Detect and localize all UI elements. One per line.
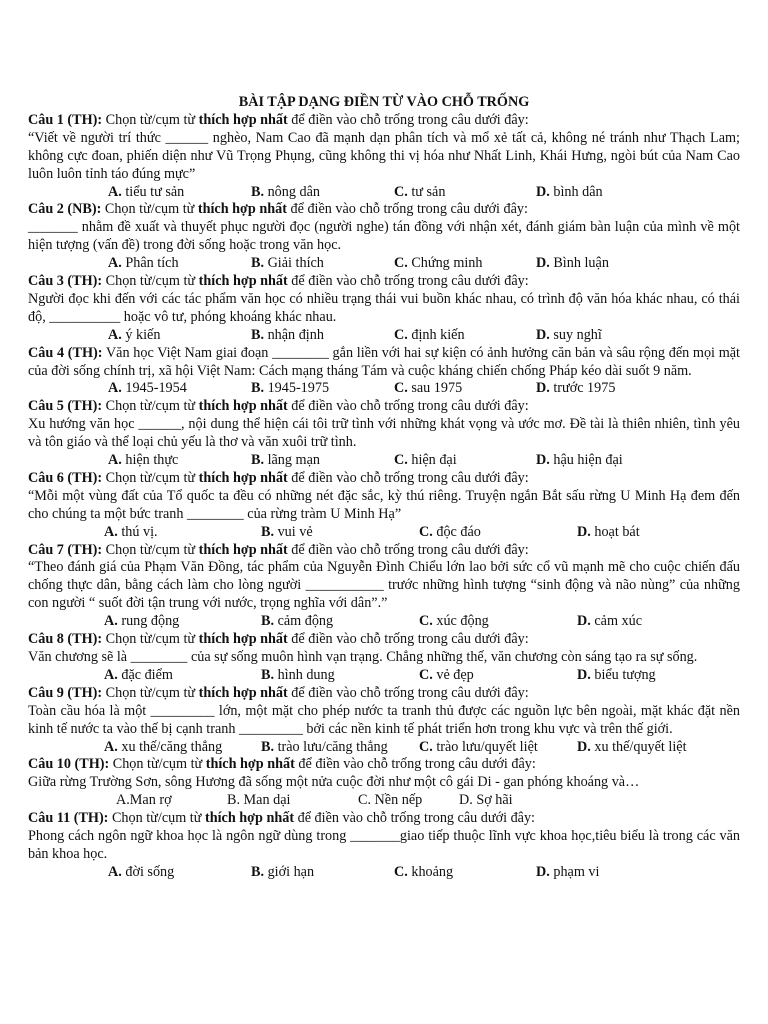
option-letter: D. xyxy=(536,183,550,200)
question-8 xyxy=(28,631,740,685)
answer-option[interactable] xyxy=(108,184,184,202)
question-instruction: Chọn từ/cụm từ xyxy=(102,469,199,486)
option-letter: C. xyxy=(419,613,433,630)
question-label: Câu 3 (TH): xyxy=(28,273,103,290)
answer-option[interactable] xyxy=(104,739,222,757)
answer-option[interactable] xyxy=(108,864,174,882)
option-letter: A. xyxy=(104,666,118,683)
question-header xyxy=(28,810,740,828)
answer-option[interactable] xyxy=(104,667,173,685)
instruction-emphasis: thích hợp nhất xyxy=(198,541,288,558)
option-text: biểu tượng xyxy=(590,666,656,683)
option-letter: B. xyxy=(261,738,275,755)
instruction-emphasis: thích hợp nhất xyxy=(204,810,295,827)
question-instruction: Chọn từ/cụm từ xyxy=(101,201,198,218)
option-letter: D. xyxy=(536,452,550,469)
question-label: Câu 9 (TH): xyxy=(28,684,103,701)
question-label: Câu 4 (TH): xyxy=(28,344,103,361)
option-text: cảm xúc xyxy=(590,613,643,630)
option-letter: D. xyxy=(577,613,591,630)
question-instruction: Chọn từ/cụm từ xyxy=(108,810,205,827)
question-label: Câu 11 (TH): xyxy=(28,810,109,827)
answer-option[interactable] xyxy=(251,327,324,345)
option-letter: D. xyxy=(536,326,550,343)
option-letter: D. xyxy=(577,738,591,755)
question-header xyxy=(28,345,740,381)
option-text: trào lưu/căng thẳng xyxy=(274,738,388,755)
option-text: đời sống xyxy=(121,863,175,880)
answer-option[interactable] xyxy=(104,524,158,542)
option-letter: A. xyxy=(104,523,118,540)
question-text: “Viết về người trí thức ______ nghèo, Nam Cao đã mạnh dạn phân tích và mổ xẻ tất cả, không né tránh như Thạch Lam; không cực đoan, phiến diện như Vũ Trọng Phụng, cũng không thi vị hóa như Nhất Linh, Khái Hưng, ngòi bút của Nam Cao luôn luôn tỉnh táo đúng mực” xyxy=(28,129,740,182)
answer-option[interactable] xyxy=(394,864,453,882)
answer-option[interactable] xyxy=(577,739,687,757)
answer-options xyxy=(28,524,740,542)
option-text: Giải thích xyxy=(264,255,324,272)
answer-option[interactable] xyxy=(108,380,187,398)
instruction-emphasis: thích hợp nhất xyxy=(197,201,287,218)
question-header xyxy=(28,112,740,130)
option-text: khoảng xyxy=(407,863,454,880)
option-text: suy nghĩ xyxy=(549,326,602,343)
option-text: hậu hiện đại xyxy=(549,452,623,469)
option-text: vui vẻ xyxy=(274,523,313,540)
option-text: A.Man rợ xyxy=(116,792,172,809)
question-instruction-end: để điền vào chỗ trống trong câu dưới đây: xyxy=(287,541,529,558)
question-instruction: Văn học Việt Nam giai đoạn ________ gắn liền với hai sự kiện có ảnh hưởng căn bản và sâu rộng đến mọi mặt của đời sống chính trị, xã hội Việt Nam: Cách mạng tháng Tám và cuộc kháng chiến chống Pháp kéo dài suốt 9 năm. xyxy=(28,344,740,379)
answer-option[interactable] xyxy=(577,524,640,542)
answer-option[interactable] xyxy=(459,792,513,810)
option-text: phạm vi xyxy=(549,863,600,880)
option-text: bình dân xyxy=(549,183,603,200)
answer-option[interactable] xyxy=(261,739,388,757)
answer-options xyxy=(28,184,740,202)
question-instruction: Chọn từ/cụm từ xyxy=(102,684,199,701)
question-2 xyxy=(28,201,740,273)
answer-option[interactable] xyxy=(419,739,538,757)
option-text: hiện đại xyxy=(407,452,457,469)
question-11 xyxy=(28,810,740,882)
option-letter: B. xyxy=(251,255,265,272)
question-header xyxy=(28,398,740,416)
answer-options xyxy=(28,667,740,685)
answer-option[interactable] xyxy=(536,864,599,882)
question-label: Câu 10 (TH): xyxy=(28,756,110,773)
question-label: Câu 8 (TH): xyxy=(28,631,103,648)
question-7 xyxy=(28,542,740,632)
option-text: tiểu tư sản xyxy=(121,183,185,200)
option-text: nhận định xyxy=(264,326,324,343)
question-text: Xu hướng văn học ______, nội dung thể hiện cái tôi trữ tình với những khát vọng và ước mơ. Đề tài là thiên nhiên, tình yêu và tôn giáo và thể loại chủ yếu là thơ và văn xuôi trữ tình. xyxy=(28,416,740,451)
option-text: B. Man dại xyxy=(227,792,291,809)
option-letter: B. xyxy=(251,380,265,397)
option-text: trước 1975 xyxy=(549,380,616,397)
question-text: Văn chương sẽ là ________ của sự sống muôn hình vạn trạng. Chẳng những thế, văn chương còn sáng tạo ra sự sống. xyxy=(28,648,698,665)
answer-option[interactable] xyxy=(108,452,178,470)
option-letter: A. xyxy=(104,738,118,755)
option-text: đặc điểm xyxy=(117,666,173,683)
answer-option[interactable] xyxy=(116,792,172,810)
question-instruction-end: để điền vào chỗ trống trong câu dưới đây: xyxy=(287,398,529,415)
option-letter: D. xyxy=(536,863,550,880)
answer-option[interactable] xyxy=(104,613,179,631)
answer-option[interactable] xyxy=(419,613,489,631)
instruction-emphasis: thích hợp nhất xyxy=(198,631,288,648)
option-letter: A. xyxy=(108,255,122,272)
option-text: 1945-1975 xyxy=(264,380,330,397)
option-letter: A. xyxy=(108,380,122,397)
option-text: định kiến xyxy=(407,326,465,343)
option-letter: D. xyxy=(577,523,591,540)
option-text: D. Sợ hãi xyxy=(459,792,513,809)
option-letter: B. xyxy=(261,613,275,630)
option-text: C. Nền nếp xyxy=(358,792,423,809)
question-list xyxy=(28,112,740,882)
answer-option[interactable] xyxy=(251,255,324,273)
option-text: vẻ đẹp xyxy=(432,666,474,683)
question-9 xyxy=(28,685,740,757)
option-text: trào lưu/quyết liệt xyxy=(432,738,538,755)
answer-option[interactable] xyxy=(394,327,465,345)
answer-option[interactable] xyxy=(251,452,320,470)
answer-option[interactable] xyxy=(394,255,483,273)
option-letter: D. xyxy=(536,255,550,272)
question-header xyxy=(28,201,740,219)
question-instruction-end: để điền vào chỗ trống trong câu dưới đây: xyxy=(294,756,536,773)
answer-options xyxy=(28,792,740,810)
instruction-emphasis: thích hợp nhất xyxy=(198,273,288,290)
question-header xyxy=(28,542,740,560)
answer-options xyxy=(28,255,740,273)
answer-options xyxy=(28,613,740,631)
question-text: Phong cách ngôn ngữ khoa học là ngôn ngữ dùng trong _______giao tiếp thuộc lĩnh vực khoa học,tiêu biểu là trong các văn bản khoa học. xyxy=(28,828,740,862)
question-1 xyxy=(28,112,740,202)
answer-option[interactable] xyxy=(419,667,474,685)
answer-options xyxy=(28,452,740,470)
question-label: Câu 2 (NB): xyxy=(28,201,102,218)
question-instruction: Chọn từ/cụm từ xyxy=(102,398,199,415)
answer-options xyxy=(28,739,740,757)
answer-option[interactable] xyxy=(419,524,481,542)
option-letter: C. xyxy=(419,523,433,540)
option-letter: B. xyxy=(251,452,265,469)
answer-option[interactable] xyxy=(261,667,335,685)
option-text: tư sản xyxy=(407,183,446,200)
question-text: _______ nhằm đề xuất và thuyết phục người đọc (người nghe) tán đồng với nhận xét, đánh giám bàn luận của mình về một hiện tượng (vấn đề) trong đời sống hoặc trong văn học. xyxy=(28,219,740,254)
worksheet-page xyxy=(28,94,740,882)
question-header xyxy=(28,756,740,774)
option-text: Phân tích xyxy=(121,255,179,272)
answer-option[interactable] xyxy=(536,255,609,273)
question-instruction-end: để điền vào chỗ trống trong câu dưới đây: xyxy=(287,684,529,701)
option-text: ý kiến xyxy=(121,326,161,343)
answer-option[interactable] xyxy=(536,184,603,202)
option-text: thú vị. xyxy=(117,523,158,540)
option-letter: C. xyxy=(394,183,408,200)
instruction-emphasis: thích hợp nhất xyxy=(198,469,288,486)
question-label: Câu 5 (TH): xyxy=(28,398,103,415)
option-letter: C. xyxy=(394,326,408,343)
answer-option[interactable] xyxy=(536,452,623,470)
answer-option[interactable] xyxy=(536,380,615,398)
question-label: Câu 1 (TH): xyxy=(28,111,103,128)
option-letter: A. xyxy=(108,452,122,469)
option-text: 1945-1954 xyxy=(121,380,187,397)
option-letter: B. xyxy=(261,523,275,540)
answer-option[interactable] xyxy=(577,613,642,631)
option-text: Bình luận xyxy=(549,255,609,272)
option-letter: C. xyxy=(394,863,408,880)
option-letter: D. xyxy=(536,380,550,397)
option-letter: A. xyxy=(108,183,122,200)
answer-option[interactable] xyxy=(108,255,179,273)
option-letter: A. xyxy=(104,613,118,630)
question-instruction: Chọn từ/cụm từ xyxy=(102,273,199,290)
option-letter: B. xyxy=(261,666,275,683)
page-title: BÀI TẬP DẠNG ĐIỀN TỪ VÀO CHỖ TRỐNG xyxy=(238,94,530,110)
question-5 xyxy=(28,398,740,470)
question-instruction: Chọn từ/cụm từ xyxy=(102,631,199,648)
answer-option[interactable] xyxy=(394,452,457,470)
question-header xyxy=(28,631,740,649)
answer-option[interactable] xyxy=(394,380,462,398)
option-text: Chứng minh xyxy=(407,255,483,272)
question-instruction-end: để điền vào chỗ trống trong câu dưới đây: xyxy=(287,631,529,648)
answer-option[interactable] xyxy=(577,667,656,685)
answer-option[interactable] xyxy=(227,792,290,810)
question-instruction: Chọn từ/cụm từ xyxy=(102,541,199,558)
answer-option[interactable] xyxy=(251,380,329,398)
question-text: Người đọc khi đến với các tác phẩm văn học có nhiều trạng thái vui buồn khác nhau, có trình độ văn hóa khác nhau, có thái độ, __________ hoặc vô tư, phóng khoáng khác nhau. xyxy=(28,290,740,325)
answer-option[interactable] xyxy=(108,327,160,345)
instruction-emphasis: thích hợp nhất xyxy=(198,398,288,415)
option-text: hoạt bát xyxy=(590,523,640,540)
question-6 xyxy=(28,470,740,542)
answer-options xyxy=(28,327,740,345)
option-letter: B. xyxy=(251,326,265,343)
question-3 xyxy=(28,273,740,345)
option-letter: A. xyxy=(108,863,122,880)
instruction-emphasis: thích hợp nhất xyxy=(205,756,295,773)
question-text: Giữa rừng Trường Sơn, sông Hương đã sống một nửa cuộc đời như một cô gái Di - gan phóng khoáng và… xyxy=(28,774,640,791)
question-4 xyxy=(28,345,740,399)
question-header xyxy=(28,685,740,703)
question-instruction-end: để điền vào chỗ trống trong câu dưới đây: xyxy=(287,273,529,290)
question-header xyxy=(28,470,740,488)
option-letter: B. xyxy=(251,863,265,880)
option-letter: C. xyxy=(394,255,408,272)
option-text: nông dân xyxy=(264,183,320,200)
answer-options xyxy=(28,380,740,398)
instruction-emphasis: thích hợp nhất xyxy=(198,111,288,128)
option-text: cảm động xyxy=(274,613,334,630)
question-text: “Theo đánh giá của Phạm Văn Đồng, tác phẩm của Nguyễn Đình Chiểu lớn lao bởi sức cổ vũ mạnh mẽ cho cuộc chiến đấu chống thực dân, bằng cách làm cho lòng người ___________ trước những hình tượng “sinh động và não nùng” của những con người “ suốt đời tận trung với nước, trọng nghĩa với dân”.” xyxy=(28,559,740,612)
question-instruction-end: để điền vào chỗ trống trong câu dưới đây: xyxy=(294,810,535,827)
instruction-emphasis: thích hợp nhất xyxy=(198,684,288,701)
option-text: hiện thực xyxy=(121,452,179,469)
question-header xyxy=(28,273,740,291)
option-letter: A. xyxy=(108,326,122,343)
option-letter: C. xyxy=(419,738,433,755)
answer-option[interactable] xyxy=(261,524,313,542)
question-text: “Mỗi một vùng đất của Tổ quốc ta đều có những nét đặc sắc, kỳ thú riêng. Truyện ngắn Bắt sấu rừng U Minh Hạ đem đến cho chúng ta một bức tranh ________ của rừng tràm U Minh Hạ” xyxy=(28,487,740,522)
option-text: xu thế/quyết liệt xyxy=(590,738,687,755)
answer-option[interactable] xyxy=(394,184,445,202)
answer-option[interactable] xyxy=(261,613,333,631)
option-letter: C. xyxy=(394,380,408,397)
option-text: sau 1975 xyxy=(407,380,463,397)
answer-options xyxy=(28,864,740,882)
answer-option[interactable] xyxy=(536,327,602,345)
option-text: độc đáo xyxy=(432,523,481,540)
option-text: xu thế/căng thẳng xyxy=(117,738,223,755)
option-text: giới hạn xyxy=(264,863,315,880)
question-text: Toàn cầu hóa là một _________ lớn, một mặt cho phép nước ta tranh thủ được các nguồn lực bên ngoài, mặt khác đặt nền kinh tế nước ta vào thế bị cạnh tranh _________ bởi các nền kinh tế phát triển hơn trong khu vực và trên thế giới. xyxy=(28,702,740,737)
option-text: hình dung xyxy=(274,666,335,683)
option-text: xúc động xyxy=(432,613,489,630)
question-instruction: Chọn từ/cụm từ xyxy=(102,111,199,128)
option-letter: B. xyxy=(251,183,265,200)
option-letter: C. xyxy=(419,666,433,683)
question-label: Câu 6 (TH): xyxy=(28,469,103,486)
question-instruction-end: để điền vào chỗ trống trong câu dưới đây: xyxy=(287,469,529,486)
option-letter: D. xyxy=(577,666,591,683)
option-letter: C. xyxy=(394,452,408,469)
question-label: Câu 7 (TH): xyxy=(28,541,103,558)
question-instruction-end: để điền vào chỗ trống trong câu dưới đây: xyxy=(286,201,528,218)
question-instruction-end: để điền vào chỗ trống trong câu dưới đây: xyxy=(287,111,529,128)
answer-option[interactable] xyxy=(358,792,422,810)
option-text: rung động xyxy=(117,613,180,630)
answer-option[interactable] xyxy=(251,864,314,882)
question-10 xyxy=(28,756,740,810)
question-instruction: Chọn từ/cụm từ xyxy=(109,756,206,773)
answer-option[interactable] xyxy=(251,184,320,202)
option-text: lãng mạn xyxy=(264,452,320,469)
